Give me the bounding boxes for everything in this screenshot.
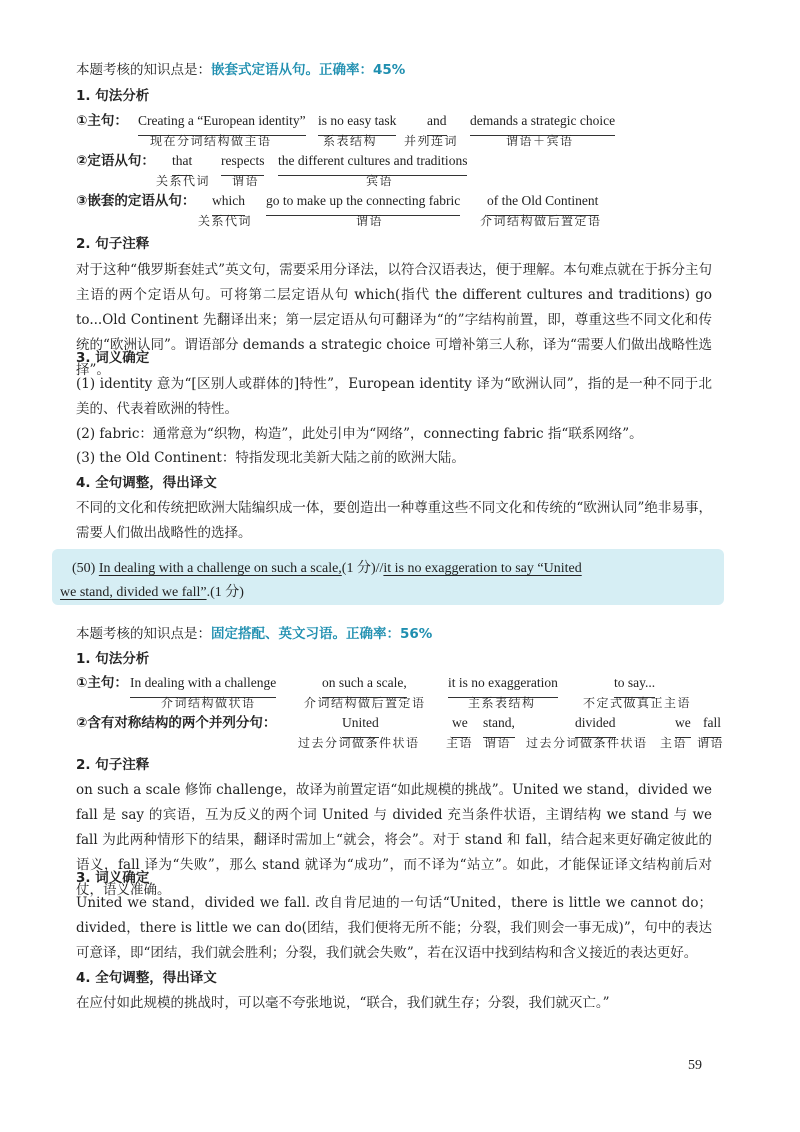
sentence-segment: demands a strategic choice [470,109,615,136]
section-heading: 4. 全句调整，得出译文 [76,475,217,491]
sentence-segment: Creating a “European identity” [138,109,306,136]
paragraph: 在应付如此规模的挑战时，可以毫不夸张地说，“联合，我们就生存；分裂，我们就灭亡。” [76,995,610,1011]
section-heading: 3. 词义确定 [76,870,150,886]
section-heading: 2. 句子注释 [76,757,150,773]
analysis-label: ③嵌套的定语从句： [76,193,196,209]
sentence-segment: the different cultures and traditions [278,149,467,176]
sentence-segment: that [172,149,192,176]
knowledge-point-line [76,622,432,647]
sentence-segment: of the Old Continent [487,189,598,216]
section-heading: 2. 句子注释 [76,236,150,252]
sentence-segment: we [452,711,468,738]
segment-role: 谓语＋宾语 [506,134,574,148]
segment-role: 并列连词 [404,134,459,148]
segment-role: 现在分词结构做主语 [150,134,272,148]
section-heading: 3. 词义确定 [76,350,150,366]
segment-role: 主系表结构 [468,696,536,710]
sentence-segment: it is no exaggeration [448,671,558,698]
segment-role: 谓语 [232,174,260,188]
analysis-label: ①主句： [76,675,128,691]
sentence-segment: In dealing with a challenge [130,671,276,698]
sentence-segment: which [212,189,245,216]
segment-role: 关系代词 [198,214,253,228]
paragraph: (2) fabric：通常意为“织物，构造”，此处引申为“网络”，connecting fabric 指“联系网络”。 [76,426,643,442]
knowledge-topic: 嵌套式定语从句。正确率：45% [211,62,406,78]
segment-role: 系表结构 [323,134,378,148]
sentence-segment: to say... [614,671,655,698]
paragraph: 不同的文化和传统把欧洲大陆编织成一体，要创造出一种尊重这些不同文化和传统的“欧洲认同”绝非易事，需要人们做出战略性的选择。 [76,500,712,541]
segment-role: 关系代词 [156,174,211,188]
segment-role: 宾语 [366,174,394,188]
section-heading: 1. 句法分析 [76,88,150,104]
segment-role: 谓语 [356,214,384,228]
segment-role: 主语 [446,736,474,750]
sentence-segment: is no easy task [318,109,396,136]
knowledge-prefix: 本题考核的知识点是： [76,626,211,642]
segment-role: 过去分词做条件状语 [526,736,648,750]
segment-role: 介词结构做后置定语 [480,214,602,228]
paragraph: 对于这种“俄罗斯套娃式”英文句，需要采用分译法，以符合汉语表达，便于理解。本句难点就在于拆分主句主语的两个定语从句。可将第二层定语从句 which(指代 the different cultures and traditions) go to...Old Continent 先翻译出来；第一层定语从句可翻译为“的”字结构前置，即，尊重这些不同文化和传统的“欧洲认同”。谓语部分 demands a strategic choice 可增补第三人称，译为“需要人们做出战略性选择”。 [76,262,712,378]
sentence-segment: on such a scale, [322,671,407,698]
segment-role: 主语 [660,736,688,750]
sentence-segment: we [675,711,691,738]
sentence-segment: divided [575,711,616,738]
question-line: we stand, divided we fall”.(1 分) [60,585,244,600]
paragraph: (3) the Old Continent：特指发现北美新大陆之前的欧洲大陆。 [76,450,465,466]
sentence-segment: respects [221,149,264,176]
sentence-segment: fall [703,711,721,738]
analysis-label: ②定语从句： [76,153,155,169]
question-line: (50) In dealing with a challenge on such a scale,(1 分)//it is no exaggeration to say “United [72,561,582,576]
knowledge-topic: 固定搭配、英文习语。正确率：56% [211,626,433,642]
analysis-label: ②含有对称结构的两个并列分句： [76,715,277,731]
sentence-segment: and [427,109,447,136]
knowledge-point-line [76,58,405,83]
segment-role: 不定式做真正主语 [583,696,692,710]
segment-role: 介词结构做后置定语 [304,696,426,710]
section-heading: 4. 全句调整，得出译文 [76,970,217,986]
analysis-label: ①主句： [76,113,128,129]
paragraph: on such a scale 修饰 challenge，故译为前置定语“如此规模的挑战”。United we stand，divided we fall 是 say 的宾语，互为反义的两个词 United 与 divided 充当条件状语，主谓结构 we stand 与 we fall 为此两种情形下的结果，翻译时需加上“就会，将会”。对于 stand 和 fall，结合起来更好确定彼此的语义，fall 译为“失败”，那么 stand 就译为“成功”，而不译为“站立”。如此，才能保证译文结构前后对仗，语义准确。 [76,782,712,898]
paragraph: (1) identity 意为“[区别人或群体的]特性”，European identity 译为“欧洲认同”，指的是一种不同于北美的、代表着欧洲的特性。 [76,376,712,417]
segment-role: 谓语 [697,736,725,750]
segment-role: 介词结构做状语 [161,696,256,710]
page-number: 59 [688,1058,702,1073]
section-heading: 1. 句法分析 [76,651,150,667]
segment-role: 谓语 [484,736,512,750]
paragraph: United we stand，divided we fall. 改自肯尼迪的一句话“United，there is little we cannot do；divided，there is little we can do(团结，我们便将无所不能；分裂，我们则会一事无成)”，句中的表达可意译，即“团结，我们就会胜利；分裂，我们就会失败”，若在汉语中找到结构和含义接近的表达更好。 [76,895,712,961]
sentence-segment: United [342,711,379,738]
sentence-segment: go to make up the connecting fabric [266,189,460,216]
knowledge-prefix: 本题考核的知识点是： [76,62,211,78]
sentence-segment: stand, [483,711,515,738]
segment-role: 过去分词做条件状语 [298,736,420,750]
